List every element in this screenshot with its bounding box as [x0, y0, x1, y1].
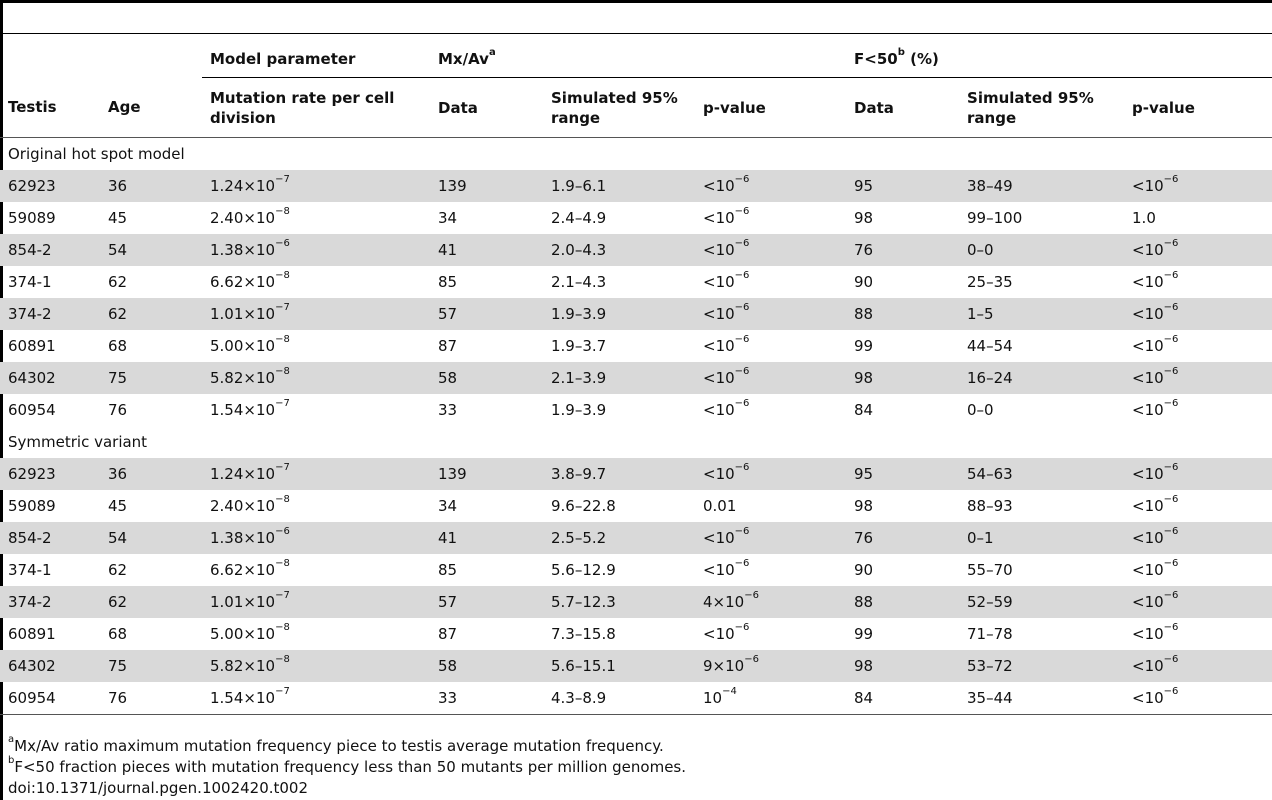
cell-testis: 60954 [8, 689, 56, 707]
cell-mx-p-value: $<10^{-6}$ [695, 458, 846, 490]
cell-mx-data: 139 [430, 170, 543, 202]
cell-f-p-value: $<10^{-6}$ [1124, 298, 1272, 330]
cell-mx-simulated-range: 1.9–3.7 [551, 337, 607, 355]
cell-mx-p-value: $<10^{-6}$ [703, 398, 750, 419]
cell-mx-simulated-range: 4.3–8.9 [551, 689, 607, 707]
cell-testis: 60891 [8, 625, 56, 643]
cell-testis: 854-2 [0, 234, 100, 266]
cell-mutation-rate: $1.24\times 10^{-7}$ [202, 170, 430, 202]
cell-f-data: 95 [846, 170, 959, 202]
cell-f-data: 76 [846, 522, 959, 554]
table-footnotes [8, 736, 686, 799]
cell-f-simulated-range: 52–59 [959, 586, 1124, 618]
cell-mx-simulated-range: 7.3–15.8 [551, 625, 616, 643]
cell-testis: 374-2 [0, 298, 100, 330]
cell-mx-data: 34 [438, 209, 458, 227]
table-row [0, 170, 1272, 202]
cell-age: 62 [108, 561, 128, 579]
group-header-f-lt-50: $F<50^b$ (%) [846, 40, 1272, 78]
cell-f-simulated-range: 0–1 [959, 522, 1124, 554]
cell-testis: 854-2 [0, 522, 100, 554]
cell-mx-data: 41 [430, 522, 543, 554]
cell-f-p-value: $<10^{-6}$ [1132, 558, 1179, 579]
col-header-mutation-rate: Mutation rate per cell division [202, 78, 430, 138]
col-header-age: Age [100, 78, 202, 138]
col-header-f-simulated-range: Simulated 95% range [959, 78, 1124, 138]
table-header-rule [0, 33, 1272, 34]
cell-mx-p-value: $<10^{-6}$ [695, 362, 846, 394]
cell-mx-simulated-range: 2.1–3.9 [543, 362, 695, 394]
cell-f-simulated-range: 71–78 [967, 625, 1013, 643]
cell-age: 36 [100, 170, 202, 202]
cell-mx-simulated-range: 3.8–9.7 [543, 458, 695, 490]
cell-age: 62 [100, 586, 202, 618]
table-row [0, 650, 1272, 682]
cell-mx-data: 41 [430, 234, 543, 266]
table-row [0, 618, 1272, 650]
cell-mutation-rate: $1.38\times 10^{-6}$ [202, 522, 430, 554]
footnote-b: $^b$F<50 fraction pieces with mutation frequency less than 50 mutants per million genomes. [8, 755, 687, 776]
cell-age: 76 [108, 401, 128, 419]
cell-age: 75 [100, 650, 202, 682]
cell-f-p-value: $<10^{-6}$ [1124, 586, 1272, 618]
cell-mx-simulated-range: 2.0–4.3 [543, 234, 695, 266]
cell-age: 54 [100, 234, 202, 266]
cell-f-simulated-range: 99–100 [967, 209, 1023, 227]
table-bottom-rule [0, 715, 1272, 716]
column-header-row [0, 78, 1272, 138]
cell-f-simulated-range: 0–0 [959, 234, 1124, 266]
results-table [0, 40, 1272, 715]
cell-mx-p-value: $10^{-4}$ [703, 686, 737, 707]
table-body [0, 138, 1272, 716]
cell-mutation-rate: $1.54\times 10^{-7}$ [210, 686, 290, 707]
cell-f-simulated-range: 16–24 [959, 362, 1124, 394]
col-header-f-p-value: p-value [1124, 78, 1272, 138]
cell-mx-p-value: $<10^{-6}$ [703, 206, 750, 227]
cell-mx-data: 87 [438, 625, 458, 643]
cell-testis: 60891 [8, 337, 56, 355]
group-header-mx-av: Mx/Av$^a$ [430, 40, 846, 78]
table-row [0, 554, 1272, 586]
cell-mx-data: 58 [430, 362, 543, 394]
col-header-testis: Testis [0, 78, 100, 138]
cell-f-simulated-range: 38–49 [959, 170, 1124, 202]
cell-f-p-value: 1.0 [1132, 209, 1156, 227]
cell-testis: 62923 [0, 458, 100, 490]
section-title: Symmetric variant [8, 433, 148, 451]
cell-mx-data: 87 [438, 337, 458, 355]
cell-mx-data: 57 [430, 586, 543, 618]
cell-mx-simulated-range: 2.4–4.9 [551, 209, 607, 227]
cell-mx-data: 57 [430, 298, 543, 330]
cell-testis: 64302 [0, 650, 100, 682]
cell-f-simulated-range: 55–70 [967, 561, 1013, 579]
cell-f-data: 88 [846, 298, 959, 330]
cell-mx-data: 85 [438, 561, 458, 579]
cell-mutation-rate: $5.82\times 10^{-8}$ [202, 650, 430, 682]
cell-testis: 64302 [0, 362, 100, 394]
table-row [0, 330, 1272, 362]
cell-f-p-value: $<10^{-6}$ [1124, 362, 1272, 394]
cell-f-simulated-range: 25–35 [967, 273, 1013, 291]
cell-mx-p-value: $<10^{-6}$ [703, 270, 750, 291]
cell-mx-simulated-range: 2.1–4.3 [551, 273, 607, 291]
cell-mutation-rate: $1.54\times 10^{-7}$ [210, 398, 290, 419]
cell-mx-simulated-range: 5.7–12.3 [543, 586, 695, 618]
cell-mx-simulated-range: 2.5–5.2 [543, 522, 695, 554]
cell-f-data: 90 [854, 561, 874, 579]
col-header-mx-data: Data [430, 78, 543, 138]
cell-age: 62 [108, 273, 128, 291]
table-row [0, 298, 1272, 330]
col-header-mx-simulated-range: Simulated 95% range [543, 78, 695, 138]
cell-mx-simulated-range: 1.9–6.1 [543, 170, 695, 202]
cell-testis: 59089 [8, 497, 56, 515]
cell-age: 45 [108, 497, 128, 515]
table-top-rule [0, 0, 1272, 3]
cell-f-simulated-range: 44–54 [967, 337, 1013, 355]
cell-f-simulated-range: 0–0 [967, 401, 994, 419]
cell-testis: 59089 [8, 209, 56, 227]
cell-f-p-value: $<10^{-6}$ [1132, 686, 1179, 707]
cell-f-data: 99 [854, 337, 874, 355]
cell-mx-p-value: 0.01 [703, 497, 737, 515]
cell-age: 36 [100, 458, 202, 490]
cell-age: 68 [108, 625, 128, 643]
cell-mx-data: 58 [430, 650, 543, 682]
cell-f-data: 98 [854, 209, 874, 227]
cell-mx-p-value: $<10^{-6}$ [695, 234, 846, 266]
cell-f-p-value: $<10^{-6}$ [1132, 622, 1179, 643]
cell-f-data: 84 [854, 401, 874, 419]
cell-mx-data: 33 [438, 689, 458, 707]
cell-mutation-rate: $1.38\times 10^{-6}$ [202, 234, 430, 266]
cell-mx-simulated-range: 5.6–12.9 [551, 561, 616, 579]
cell-testis: 374-2 [0, 586, 100, 618]
cell-mutation-rate: $5.82\times 10^{-8}$ [202, 362, 430, 394]
cell-testis: 60954 [8, 401, 56, 419]
table-row [0, 394, 1272, 426]
table-row [0, 234, 1272, 266]
cell-mutation-rate: $5.00\times 10^{-8}$ [210, 334, 290, 355]
table-row [0, 266, 1272, 298]
cell-age: 75 [100, 362, 202, 394]
cell-mutation-rate: $6.62\times 10^{-8}$ [210, 558, 290, 579]
cell-mx-p-value: $9\times 10^{-6}$ [695, 650, 846, 682]
col-header-f-data: Data [846, 78, 959, 138]
cell-f-simulated-range: 54–63 [959, 458, 1124, 490]
cell-f-simulated-range: 53–72 [959, 650, 1124, 682]
doi-line: doi:10.1371/journal.pgen.1002420.t002 [8, 779, 309, 797]
section-row [0, 138, 1272, 171]
cell-mutation-rate: $5.00\times 10^{-8}$ [210, 622, 290, 643]
cell-testis: 374-1 [8, 561, 52, 579]
cell-f-p-value: $<10^{-6}$ [1132, 270, 1179, 291]
cell-f-p-value: $<10^{-6}$ [1132, 334, 1179, 355]
cell-mx-p-value: $<10^{-6}$ [703, 558, 750, 579]
cell-f-p-value: $<10^{-6}$ [1124, 522, 1272, 554]
cell-mx-p-value: $<10^{-6}$ [695, 298, 846, 330]
cell-f-p-value: $<10^{-6}$ [1124, 650, 1272, 682]
table-row [0, 522, 1272, 554]
cell-mx-p-value: $<10^{-6}$ [695, 170, 846, 202]
cell-mutation-rate: $2.40\times 10^{-8}$ [210, 494, 290, 515]
cell-mutation-rate: $1.01\times 10^{-7}$ [202, 586, 430, 618]
section-row [0, 426, 1272, 458]
cell-testis: 62923 [0, 170, 100, 202]
cell-mutation-rate: $6.62\times 10^{-8}$ [210, 270, 290, 291]
section-title: Original hot spot model [8, 145, 185, 163]
cell-mx-p-value: $<10^{-6}$ [695, 522, 846, 554]
cell-mutation-rate: $1.24\times 10^{-7}$ [202, 458, 430, 490]
cell-mx-simulated-range: 1.9–3.9 [543, 298, 695, 330]
cell-f-p-value: $<10^{-6}$ [1124, 170, 1272, 202]
cell-f-p-value: $<10^{-6}$ [1124, 234, 1272, 266]
footnote-a: $^a$Mx/Av ratio maximum mutation frequency piece to testis average mutation frequency. [8, 734, 664, 755]
cell-f-simulated-range: 1–5 [959, 298, 1124, 330]
cell-mx-data: 33 [438, 401, 458, 419]
cell-f-data: 84 [854, 689, 874, 707]
cell-age: 68 [108, 337, 128, 355]
cell-mutation-rate: $2.40\times 10^{-8}$ [210, 206, 290, 227]
col-header-mx-p-value: p-value [695, 78, 846, 138]
cell-mx-simulated-range: 9.6–22.8 [551, 497, 616, 515]
cell-f-data: 99 [854, 625, 874, 643]
cell-f-simulated-range: 35–44 [967, 689, 1013, 707]
group-header-row [0, 40, 1272, 78]
cell-mx-p-value: $4\times 10^{-6}$ [695, 586, 846, 618]
group-header-model-parameter: Model parameter [202, 40, 430, 78]
table-row [0, 458, 1272, 490]
cell-mx-simulated-range: 5.6–15.1 [543, 650, 695, 682]
cell-f-data: 98 [846, 362, 959, 394]
table-row [0, 682, 1272, 715]
cell-f-data: 88 [846, 586, 959, 618]
table-row [0, 362, 1272, 394]
table-row [0, 586, 1272, 618]
cell-mutation-rate: $1.01\times 10^{-7}$ [202, 298, 430, 330]
cell-f-data: 98 [854, 497, 874, 515]
cell-age: 62 [100, 298, 202, 330]
cell-mx-p-value: $<10^{-6}$ [703, 334, 750, 355]
cell-age: 76 [108, 689, 128, 707]
cell-f-simulated-range: 88–93 [967, 497, 1013, 515]
cell-testis: 374-1 [8, 273, 52, 291]
cell-mx-p-value: $<10^{-6}$ [703, 622, 750, 643]
cell-mx-simulated-range: 1.9–3.9 [551, 401, 607, 419]
cell-f-data: 95 [846, 458, 959, 490]
cell-mx-data: 139 [430, 458, 543, 490]
cell-age: 54 [100, 522, 202, 554]
table-row [0, 490, 1272, 522]
cell-f-data: 98 [846, 650, 959, 682]
cell-f-data: 90 [854, 273, 874, 291]
cell-f-p-value: $<10^{-6}$ [1132, 494, 1179, 515]
cell-f-p-value: $<10^{-6}$ [1124, 458, 1272, 490]
table-row [0, 202, 1272, 234]
cell-f-data: 76 [846, 234, 959, 266]
cell-f-p-value: $<10^{-6}$ [1132, 398, 1179, 419]
cell-mx-data: 85 [438, 273, 458, 291]
cell-mx-data: 34 [438, 497, 458, 515]
cell-age: 45 [108, 209, 128, 227]
